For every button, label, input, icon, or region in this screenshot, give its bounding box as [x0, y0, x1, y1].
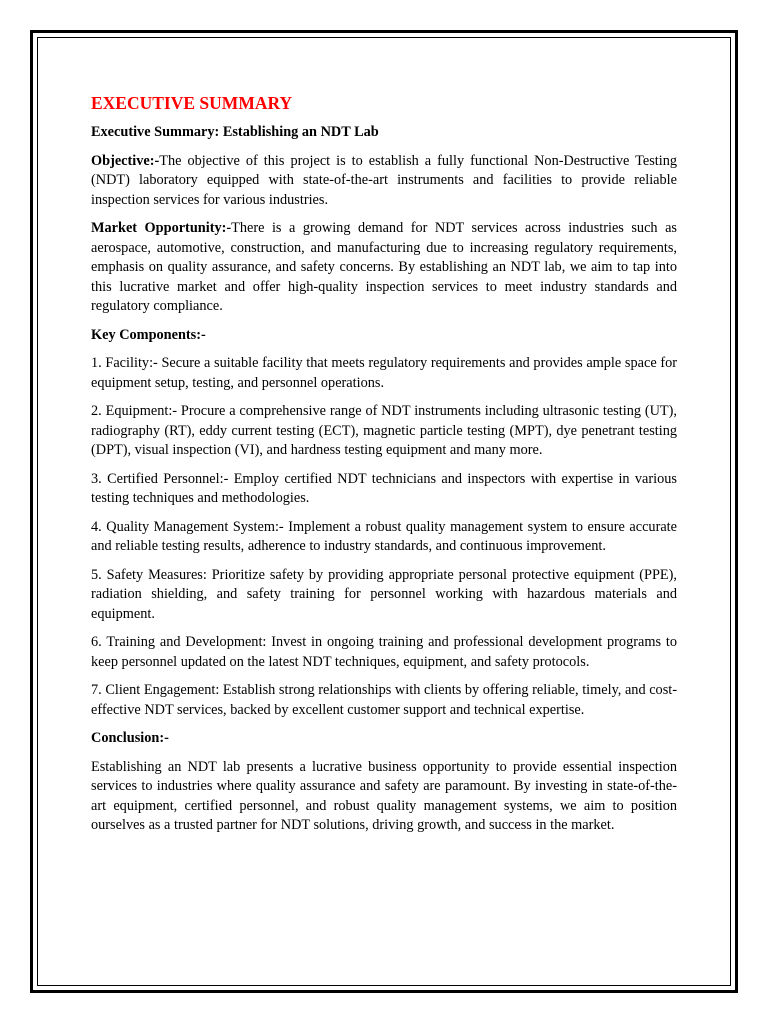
- conclusion-paragraph: Establishing an NDT lab presents a lucrative business opportunity to provide essential inspection services to industries where quality assurance and safety are paramount. By investing in state-of-the-art equipment, certified personnel, and robust quality management systems, we aim to position ourselves as a trusted partner for NDT solutions, driving growth, and success in the market.: [91, 758, 677, 833]
- component-item: 7. Client Engagement: Establish strong relationships with clients by offering reliable, timely, and cost-effective NDT services, backed by excellent customer support and technical expertise.: [91, 682, 677, 718]
- objective-paragraph: [91, 152, 677, 211]
- component-item: 5. Safety Measures: Prioritize safety by providing appropriate personal protective equipment (PPE), radiation shielding, and safety training for personnel working with hazardous materials and equipment.: [91, 566, 677, 622]
- objective-label: Objective:-: [91, 152, 160, 169]
- objective-text: The objective of this project is to establish a fully functional Non-Destructive Testing (NDT) laboratory equipped with state-of-the-art instruments and facilities to provide reliable inspection services for various industries.: [91, 152, 677, 208]
- key-components-heading: Key Components:-: [91, 326, 206, 343]
- document-subtitle: Executive Summary: Establishing an NDT Lab: [91, 124, 379, 140]
- document-body: [91, 91, 677, 845]
- component-item: 1. Facility:- Secure a suitable facility that meets regulatory requirements and provides ample space for equipment setup, testing, and personnel operations.: [91, 355, 677, 391]
- market-paragraph: [91, 219, 677, 317]
- conclusion-heading: Conclusion:-: [91, 730, 169, 746]
- component-item: 2. Equipment:- Procure a comprehensive range of NDT instruments including ultrasonic testing (UT), radiography (RT), eddy current testing (ECT), magnetic particle testing (MPT), dye penetrant testing (DPT), visual inspection (VI), and hardness testing equipment and many more.: [91, 403, 677, 458]
- market-text: There is a growing demand for NDT services across industries such as aerospace, automotive, construction, and manufacturing due to increasing regulatory requirements, emphasis on quality assurance, and safety concerns. By establishing an NDT lab, we aim to tap into this lucrative market and offer high-quality inspection services to meet industry standards and regulatory compliance.: [91, 220, 677, 314]
- market-label: Market Opportunity:-: [91, 220, 232, 236]
- component-item: 6. Training and Development: Invest in ongoing training and professional development programs to keep personnel updated on the latest NDT techniques, equipment, and safety protocols.: [91, 634, 677, 670]
- component-item: 3. Certified Personnel:- Employ certified NDT technicians and inspectors with expertise in various testing techniques and methodologies.: [91, 470, 677, 506]
- component-item: 4. Quality Management System:- Implement a robust quality management system to ensure accurate and reliable testing results, adherence to industry standards, and continuous improvement.: [91, 518, 677, 554]
- page-title: EXECUTIVE SUMMARY: [91, 93, 293, 113]
